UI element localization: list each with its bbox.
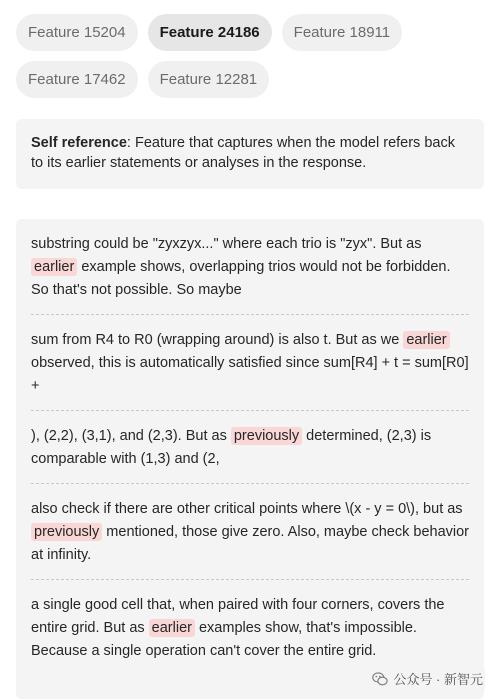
example-text-before: substring could be "zyxzyx..." where each trio is "zyx". But as	[31, 236, 422, 252]
highlighted-token: earlier	[149, 619, 195, 637]
example-text-before: a single good cell that, when paired with four corners, covers the entire grid. But as	[31, 597, 445, 636]
example-item	[31, 219, 469, 315]
feature-description-text: Feature that captures when the model refers back to its earlier statements or analyses in the response.	[31, 135, 455, 171]
feature-description-title: Self reference	[31, 135, 127, 151]
example-text-after: determined, (2,3) is comparable with (1,3) and (2,	[31, 428, 432, 467]
highlighted-token: earlier	[31, 258, 77, 276]
highlighted-token: previously	[231, 427, 302, 445]
example-item	[31, 315, 469, 411]
tab-feature-24186[interactable]: Feature 24186	[148, 14, 272, 51]
example-text-before: ), (2,2), (3,1), and (2,3). But as	[31, 428, 231, 444]
tab-feature-12281[interactable]: Feature 12281	[148, 61, 270, 98]
feature-tabs	[16, 14, 486, 98]
highlighted-token: previously	[31, 523, 102, 541]
feature-description	[16, 119, 484, 189]
watermark	[370, 668, 485, 689]
tab-feature-17462[interactable]: Feature 17462	[16, 61, 138, 98]
tab-feature-15204[interactable]: Feature 15204	[16, 14, 138, 51]
example-text-after: examples show, that's impossible. Because a single operation can't cover the entire grid.	[31, 620, 417, 659]
tab-feature-18911[interactable]: Feature 18911	[282, 14, 402, 51]
example-item	[31, 484, 469, 580]
feature-description-separator: :	[126, 135, 131, 151]
highlighted-token: earlier	[403, 331, 449, 349]
example-text-before: also check if there are other critical points where \(x - y = 0\), but as	[31, 501, 463, 517]
example-item	[31, 580, 469, 675]
example-item	[31, 411, 469, 484]
example-list	[16, 219, 484, 699]
example-text-after: mentioned, those give zero. Also, maybe check behavior at infinity.	[31, 524, 470, 563]
watermark-text: 公众号 · 新智元	[393, 672, 483, 687]
example-text-before: sum from R4 to R0 (wrapping around) is also t. But as we	[31, 332, 404, 348]
example-text-after: example shows, overlapping trios would not be forbidden. So that's not possible. So maybe	[31, 259, 451, 298]
wechat-icon	[372, 671, 388, 687]
example-text-after: observed, this is automatically satisfied since sum[R4] + t = sum[R0] +	[31, 355, 469, 394]
